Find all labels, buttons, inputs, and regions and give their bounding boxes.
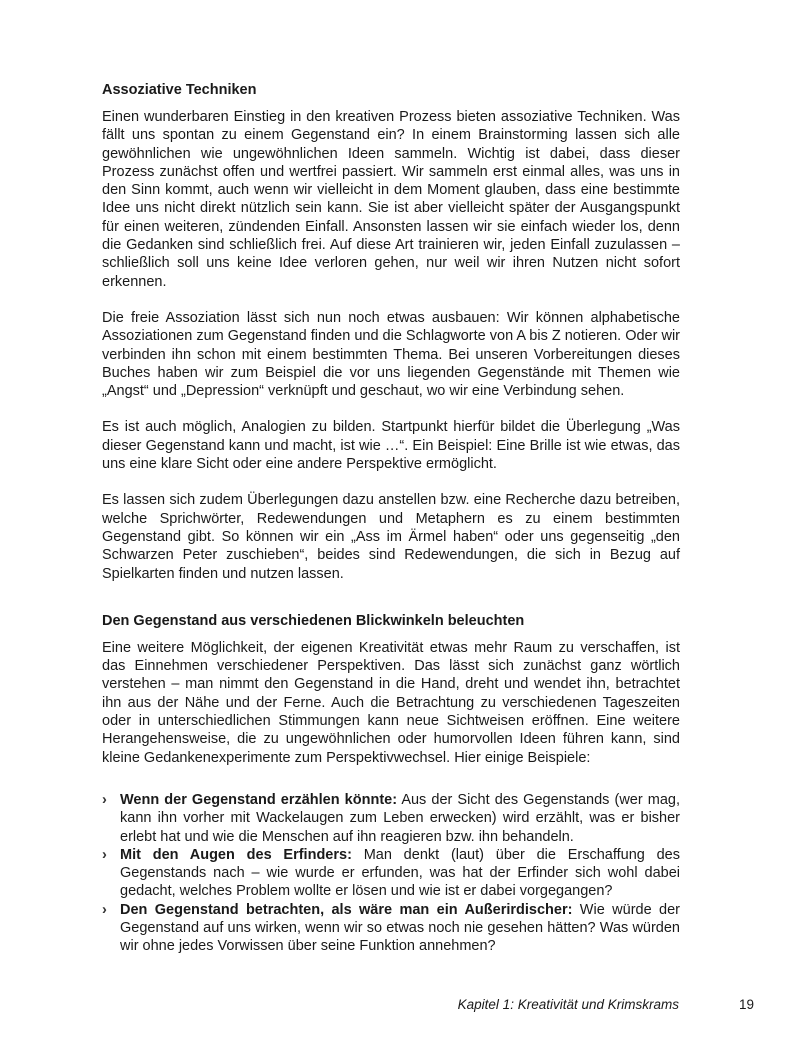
bullet-list	[102, 791, 680, 956]
paragraph: Es ist auch möglich, Analogien zu bilden. Startpunkt hierfür bildet die Überlegung „Was dieser Gegenstand kann und macht, ist wie …“. Ein Beispiel: Eine Brille ist wie etwas, das uns eine klare Sicht oder eine andere Perspektive ermöglicht.	[102, 419, 680, 473]
list-item-title: Wenn der Gegenstand erzählen könnte:	[120, 791, 398, 808]
list-item-text: Man denkt (laut) über die Erschaffung des Gegenstands nach – wie wurde er erfunden, was hat der Erfinder sich wohl dabei gedacht, welches Problem wollte er lösen und wie ist er dabei vorgegangen?	[120, 846, 680, 900]
chevron-right-icon: ›	[102, 901, 107, 918]
list-item-title: Den Gegenstand betrachten, als wäre man ein Außerirdischer:	[120, 901, 573, 918]
list-item-text: Wie würde der Gegenstand auf uns wirken, wenn wir so etwas noch nie gesehen hätten? Was würden wir ohne jedes Vorwissen über seine Funktion annehmen?	[120, 901, 680, 955]
list-item	[102, 901, 680, 956]
section-heading-associative: Assoziative Techniken	[102, 82, 257, 98]
paragraph: Es lassen sich zudem Überlegungen dazu anstellen bzw. eine Recherche dazu betreiben, welche Sprichwörter, Redewendungen und Metaphern es zu einem bestimmten Gegenstand gibt. So können wir ein „Ass im Ärmel haben“ oder uns gegenseitig „den Schwarzen Peter zuschieben“, beides sind Redewendungen, die sich in Bezug auf Spielkarten finden und nutzen lassen.	[102, 492, 680, 582]
paragraph: Die freie Assoziation lässt sich nun noch etwas ausbauen: Wir können alphabetische Assoziationen zum Gegenstand finden und die Schlagworte von A bis Z notieren. Oder wir verbinden ihn schon mit einem bestimmten Thema. Bei unseren Vorbereitungen dieses Buches haben wir zum Beispiel die vor uns liegenden Gegenstände mit Themen wie „Angst“ und „Depression“ verknüpft und geschaut, wo wir eine Verbindung sehen.	[102, 309, 680, 400]
list-item	[102, 846, 680, 901]
list-item	[102, 791, 680, 846]
chevron-right-icon: ›	[102, 846, 107, 863]
chevron-right-icon: ›	[102, 791, 107, 808]
paragraph: Eine weitere Möglichkeit, der eigenen Kreativität etwas mehr Raum zu verschaffen, ist das Einnehmen verschiedener Perspektiven. Das lässt sich zunächst ganz wörtlich verstehen – man nimmt den Gegenstand in die Hand, dreht und wendet ihn, betrachtet ihn aus der Nähe und der Ferne. Auch die Betrachtung zu verschiedenen Tageszeiten oder in unterschiedlichen Stimmungen kann neue Sichtweisen eröffnen. Eine weitere Herangehensweise, die zu ungewöhnlichen oder humorvollen Ideen führen kann, sind kleine Gedankenexperimente zum Perspektivwechsel. Hier einige Beispiele:	[102, 639, 680, 766]
page-footer	[0, 997, 800, 1017]
chapter-title: Kapitel 1: Kreativität und Krimskrams	[457, 997, 679, 1012]
page-content	[102, 80, 680, 956]
page-number: 19	[738, 997, 754, 1012]
list-item-title: Mit den Augen des Erfinders:	[120, 846, 352, 863]
paragraph: Einen wunderbaren Einstieg in den kreativen Prozess bieten assoziative Techniken. Was fällt uns spontan zu einem Gegenstand ein? In einem Brainstorming lassen sich alle gewöhnlichen wie ungewöhnlichen Ideen sammeln. Wichtig ist dabei, dass dieser Prozess zunächst offen und wertfrei passiert. Wir sammeln erst einmal alles, was uns in den Sinn kommt, auch wenn wir vielleicht in dem Moment glauben, dass eine bestimmte Idee uns nicht direkt nützlich sein kann. Sie ist aber vielleicht später der Ausgangspunkt für einen weiteren, zündenden Einfall. Ansonsten lassen wir sie einfach wieder los, denn die Gedanken sind schließlich frei. Auf diese Art trainieren wir, jeden Einfall zuzulassen – schließlich soll uns keine Idee verloren gehen, nur weil wir ihren Nutzen nicht sofort erkennen.	[102, 109, 680, 290]
list-item-text: Aus der Sicht des Gegenstands (wer mag, kann ihn vorher mit Wackelaugen zum Leben erwecken) wird erzählt, was er bisher erlebt hat und wie die Menschen auf ihn reagieren bzw. ihn behandeln.	[120, 791, 680, 845]
section-heading-perspectives: Den Gegenstand aus verschiedenen Blickwinkeln beleuchten	[102, 612, 525, 629]
